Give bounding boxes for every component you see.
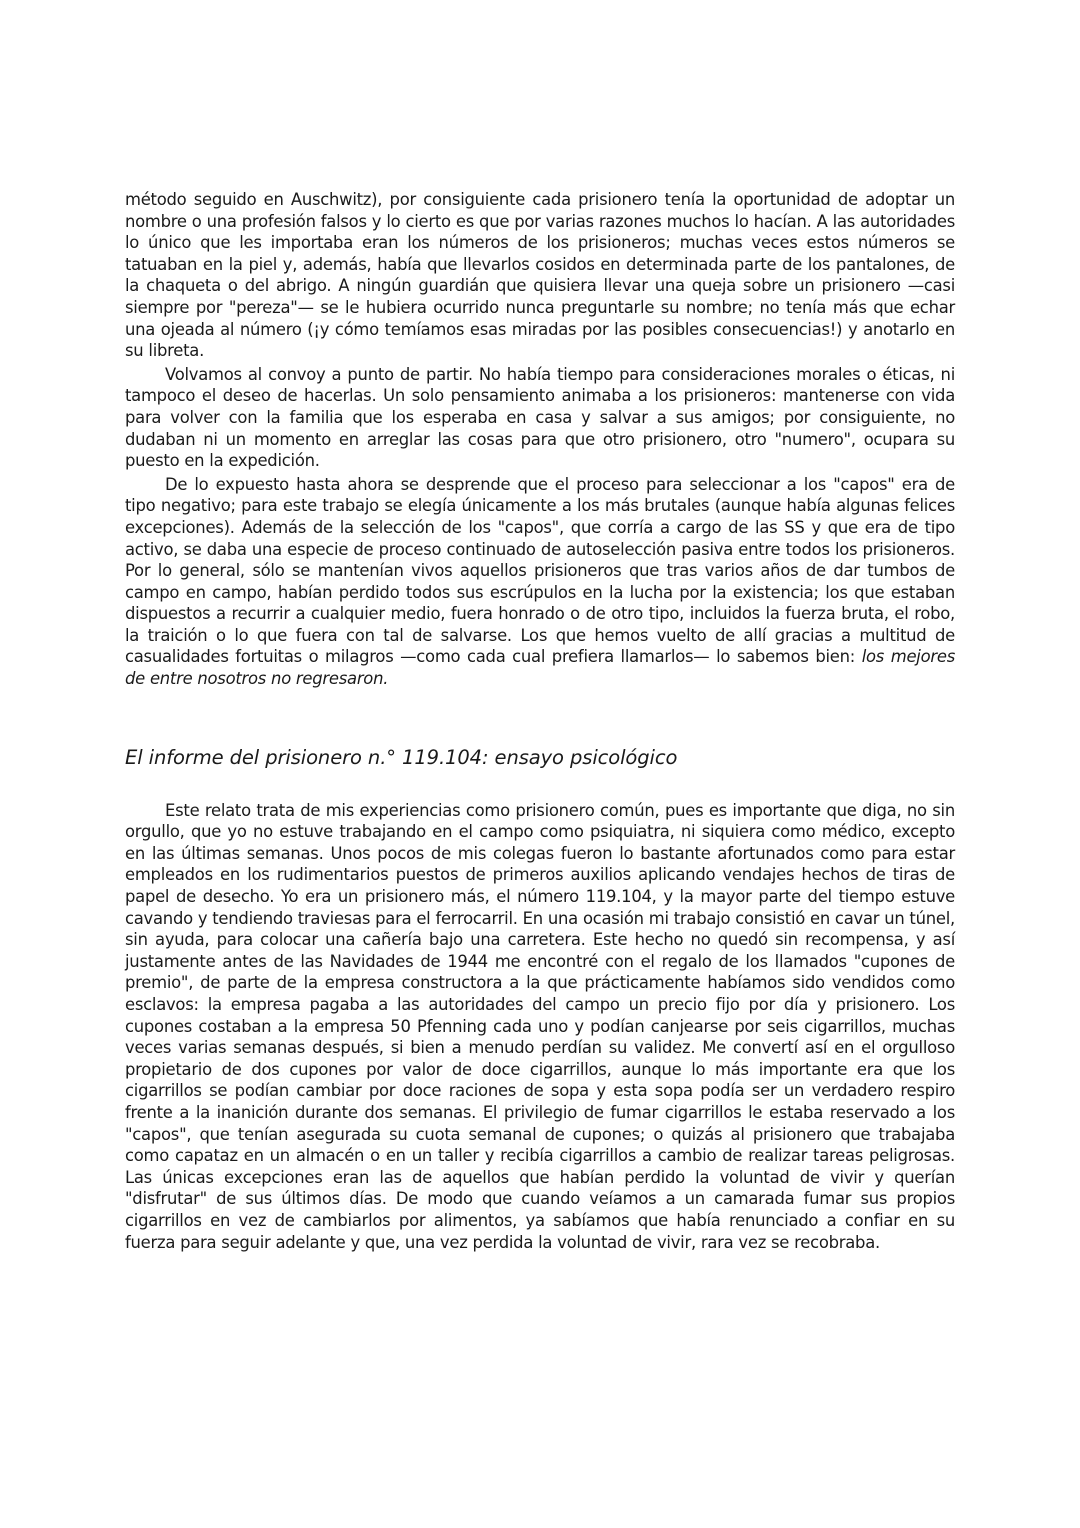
paragraph-3-italic-conclusion: los mejores de entre nosotros no regresaron. — [125, 647, 955, 689]
paragraph-2: Volvamos al convoy a punto de partir. No había tiempo para consideraciones morales o éticas, ni tampoco el deseo de hacerlas. Un solo pensamiento animaba a los prisioneros: mantenerse con vida para volver con la familia que los esperaba en casa y salvar a sus amigos; por consiguiente, no dudaban ni un momento en arreglar las cosas para que otro prisionero, otro "numero", ocupara su puesto en la expedición. — [125, 364, 955, 471]
section-paragraph-1: Este relato trata de mis experiencias como prisionero común, pues es importante que diga, no sin orgullo, que yo no estuve trabajando en el campo como psiquiatra, ni siquiera como médico, excepto en las últimas semanas. Unos pocos de mis colegas fueron lo bastante afortunados como para estar empleados en los rudimentarios puestos de primeros auxilios aplicando vendajes hechos de tiras de papel de desecho. Yo era un prisionero más, el número 119.104, y la mayor parte del tiempo estuve cavando y tendiendo traviesas para el ferrocarril. En una ocasión mi trabajo consistió en cavar un túnel, sin ayuda, para colocar una cañería bajo una carretera. Este hecho no quedó sin recompensa, y así justamente antes de las Navidades de 1944 me encontré con el regalo de los llamados "cupones de premio", de parte de la empresa constructora a la que prácticamente habíamos sido vendidos como esclavos: la empresa pagaba a las autoridades del campo un precio fijo por día y prisionero. Los cupones costaban a la empresa 50 Pfenning cada uno y podían canjearse por seis cigarrillos, muchas veces varias semanas después, si bien a menudo perdían su validez. Me convertí así en el orgulloso propietario de dos cupones por valor de doce cigarrillos, aunque lo más importante era que los cigarrillos se podían cambiar por doce raciones de sopa y esta sopa podía ser un verdadero respiro frente a la inanición durante dos semanas. El privilegio de fumar cigarrillos le estaba reservado a los "capos", que tenían asegurada su cuota semanal de cupones; o quizás al prisionero que trabajaba como capataz en un almacén o en un taller y recibía cigarrillos a cambio de realizar tareas peligrosas. Las únicas excepciones eran las de aquellos que habían perdido la voluntad de vivir y querían "disfrutar" de sus últimos días. De modo que cuando veíamos a un camarada fumar sus propios cigarrillos en vez de cambiarlos por alimentos, ya sabíamos que había renunciado a confiar en su fuerza para seguir adelante y que, una vez perdida la voluntad de vivir, rara vez se recobraba. — [125, 800, 955, 1252]
section-heading: El informe del prisionero n.° 119.104: ensayo psicológico — [125, 745, 678, 769]
paragraph-3-text: De lo expuesto hasta ahora se desprende que el proceso para seleccionar a los "capos" era de tipo negativo; para este trabajo se elegía únicamente a los más brutales (aunque había algunas felices excepciones). Además de la selección de los "capos", que corría a cargo de las SS y que era de tipo activo, se daba una especie de proceso continuado de autoselección pasiva entre todos los prisioneros. Por lo general, sólo se mantenían vivos aquellos prisioneros que tras varios años de dar tumbos de campo en campo, habían perdido todos sus escrúpulos en la lucha por la existencia; los que estaban dispuestos a recurrir a cualquier medio, fuera honrado o de otro tipo, incluidos la fuerza bruta, el robo, la traición o lo que fuera con tal de salvarse. Los que hemos vuelto de allí gracias a multitud de casualidades fortuitas o milagros —como cada cual prefiera llamarlos— lo sabemos bien: — [125, 474, 955, 667]
document-page — [125, 189, 955, 1253]
paragraph-3 — [125, 474, 955, 690]
section-body — [125, 800, 955, 1253]
paragraph-1: método seguido en Auschwitz), por consiguiente cada prisionero tenía la oportunidad de adoptar un nombre o una profesión falsos y lo cierto es que por varias razones muchos lo hacían. A las autoridades lo único que les importaba eran los números de los prisioneros; muchas veces estos números se tatuaban en la piel y, además, había que llevarlos cosidos en determinada parte de los pantalones, de la chaqueta o del abrigo. A ningún guardián que quisiera llevar una queja sobre un prisionero —casi siempre por "pereza"— se le hubiera ocurrido nunca preguntarle su nombre; no tenía más que echar una ojeada al número (¡y cómo temíamos esas miradas por las posibles consecuencias!) y anotarlo en su libreta. — [125, 190, 955, 361]
